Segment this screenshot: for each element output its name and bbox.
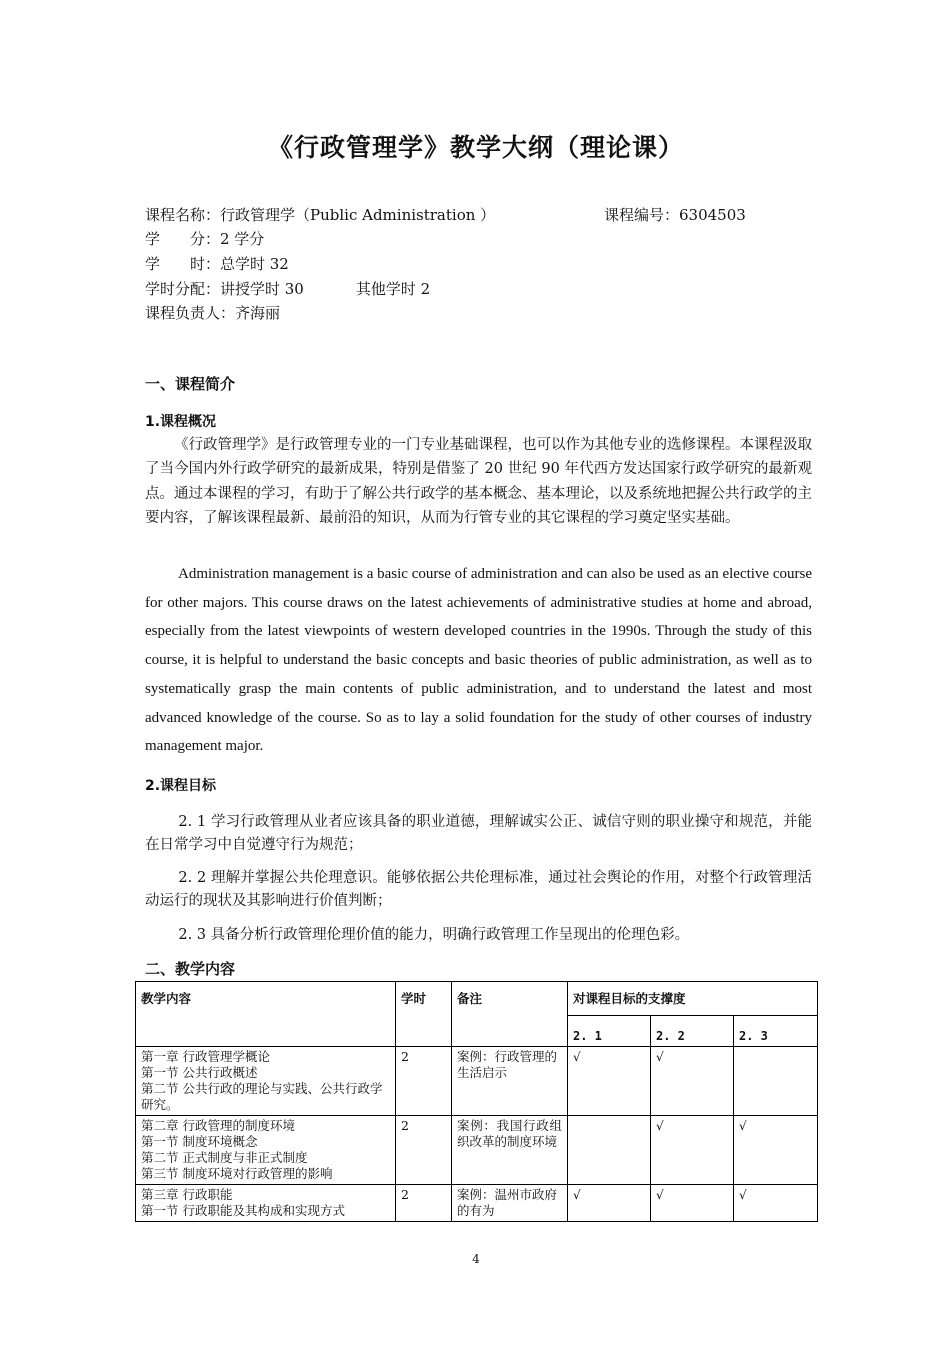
row-hours-cell: 2 [396,1116,452,1185]
support-2-1-cell: √ [568,1047,651,1116]
subheader-2-3: 2. 3 [734,1016,818,1047]
chapter-line: 第三章 行政职能 [141,1187,233,1202]
table-row [136,1047,818,1116]
subsection-heading-overview: 1.课程概况 [145,414,217,430]
course-number: 课程编号：6304503 [604,206,746,224]
row-note-cell: 案例：我国行政组织改革的制度环境 [452,1116,568,1185]
overview-paragraph-english: Administration management is a basic course of administration and can also be used as an elective course for other majors. This course draws on the latest achievements of administrative studies at home and abroad, especially from the latest viewpoints of western developed countries in the 1990s. Through the study of this course, it is helpful to understand the basic concepts and basic theories of public administration, as well as to systematically grasp the main contents of public administration, and to understand the latest and most advanced knowledge of the course. So as to lay a solid foundation for the study of other courses of industry management major. [145,566,812,755]
header-hours: 学时 [396,982,452,1047]
row-content-cell [136,1116,396,1185]
section-line: 第二节 公共行政的理论与实践、公共行政学研究。 [141,1081,383,1112]
section-heading-intro: 一、课程简介 [145,375,236,393]
support-2-3-cell: √ [734,1185,818,1222]
teaching-content-table [135,981,818,1222]
header-notes: 备注 [452,982,568,1047]
other-hours: 其他学时 2 [355,280,431,298]
row-note-cell: 案例：温州市政府的有为 [452,1185,568,1222]
objective-2-1: 2. 1 学习行政管理从业者应该具备的职业道德，理解诚实公正、诚信守则的职业操守和规范，并能在日常学习中自觉遵守行为规范； [145,814,812,853]
support-2-2-cell: √ [651,1116,734,1185]
row-hours-cell: 2 [396,1185,452,1222]
row-content-cell [136,1185,396,1222]
lecture-hours: 学时分配：讲授学时 30 [145,280,304,298]
objective-2-3: 2. 3 具备分析行政管理伦理价值的能力，明确行政管理工作呈现出的伦理色彩。 [178,927,690,943]
support-2-2-cell: √ [651,1047,734,1116]
overview-paragraph-chinese: 《行政管理学》是行政管理专业的一门专业基础课程，也可以作为其他专业的选修课程。本课程汲取了当今国内外行政学研究的最新成果，特别是借鉴了 20 世纪 90 年代西方发达国家行政学研究的最新观点。通过本课程的学习，有助于了解公共行政学的基本概念、基本理论，以及系统地把握公共行政学的主要内容，了解该课程最新、最前沿的知识，从而为行管专业的其它课程的学习奠定坚实基础。 [145,437,812,527]
row-hours-cell: 2 [396,1047,452,1116]
section-line: 第一节 公共行政概述 [141,1065,258,1080]
subheader-2-2: 2. 2 [651,1016,734,1047]
subheader-2-1: 2. 1 [568,1016,651,1047]
page-number: 4 [472,1252,480,1266]
course-credits: 学 分：2 学分 [145,230,265,248]
hours-distribution [145,277,430,301]
course-name: 课程名称：行政管理学（Public Administration ） [145,206,496,224]
section-line: 第一节 制度环境概念 [141,1134,258,1149]
document-title: 《行政管理学》教学大纲（理论课） [267,133,684,162]
support-2-3-cell: √ [734,1116,818,1185]
row-note-cell: 案例：行政管理的生活启示 [452,1047,568,1116]
support-2-2-cell: √ [651,1185,734,1222]
table-header-row [136,982,818,1016]
section-line: 第三节 制度环境对行政管理的影响 [141,1166,333,1181]
support-2-3-cell [734,1047,818,1116]
section-heading-content: 二、教学内容 [145,960,236,978]
header-support: 对课程目标的支撑度 [568,982,818,1016]
course-leader: 课程负责人：齐海丽 [145,304,281,322]
chapter-line: 第二章 行政管理的制度环境 [141,1118,295,1133]
row-content-cell [136,1047,396,1116]
objective-2-2: 2. 2 理解并掌握公共伦理意识。能够依据公共伦理标准，通过社会舆论的作用，对整个行政管理活动运行的现状及其影响进行价值判断； [145,870,812,909]
section-line: 第一节 行政职能及其构成和实现方式 [141,1203,345,1218]
chapter-line: 第一章 行政管理学概论 [141,1049,270,1064]
section-line: 第二节 正式制度与非正式制度 [141,1150,308,1165]
support-2-1-cell: √ [568,1185,651,1222]
subsection-heading-objectives: 2.课程目标 [145,778,217,794]
header-content: 教学内容 [136,982,396,1047]
course-hours: 学 时：总学时 32 [145,255,289,273]
table-row [136,1116,818,1185]
table-row [136,1185,818,1222]
support-2-1-cell [568,1116,651,1185]
